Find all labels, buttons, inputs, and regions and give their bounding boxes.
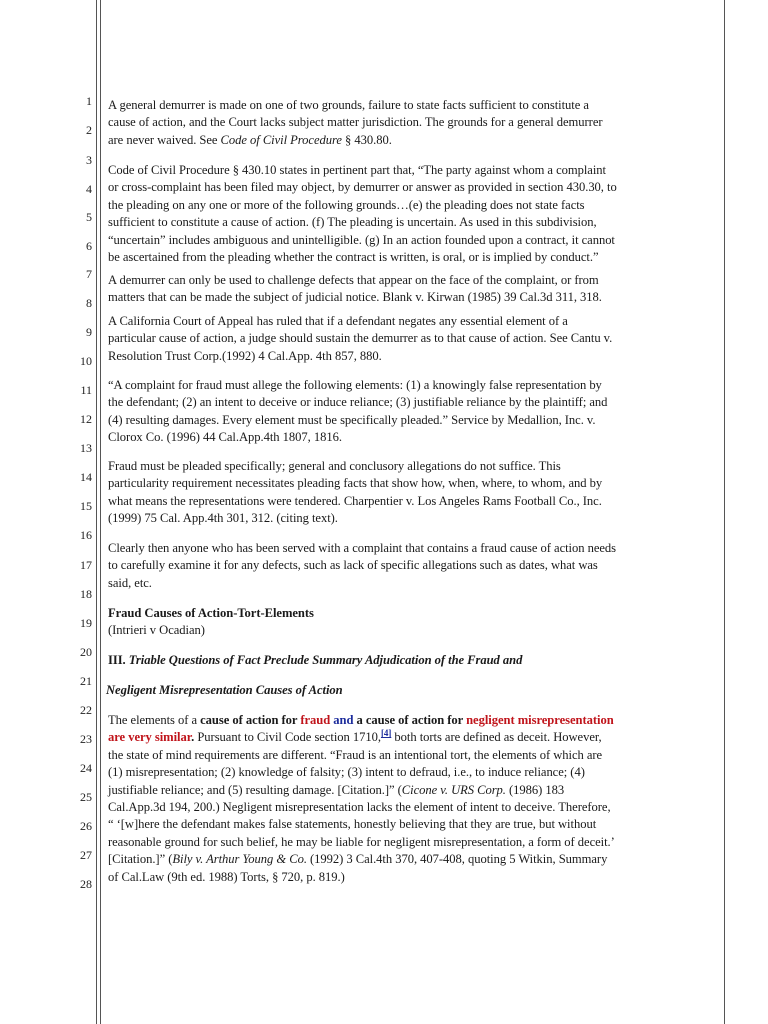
text-line — [108, 712, 724, 729]
paragraph-general-demurrer — [108, 97, 724, 149]
section-heading-continued: Negligent Misrepresentation Causes of Action — [106, 683, 343, 697]
line-number: 13 — [80, 441, 92, 455]
text-line — [108, 729, 724, 746]
line-number: 5 — [86, 210, 92, 224]
citation-code: Code of Civil Procedure — [220, 132, 342, 147]
text-line: particularity requirement necessitates pleading facts that show how, when, where, to whom, and by — [108, 476, 603, 491]
line-number: 25 — [80, 790, 92, 804]
line-number: 3 — [86, 153, 92, 167]
paragraph-examine-complaint — [108, 540, 724, 592]
heading-fraud-causes: Fraud Causes of Action-Tort-Elements — [108, 606, 314, 620]
text-line: the defendant; (2) an intent to deceive or induce reliance; (3) justifiable reliance by the plaintiff; and — [108, 395, 608, 410]
text-line: A demurrer can only be used to challenge defects that appear on the face of the complaint, or from — [108, 273, 599, 287]
line-number: 4 — [86, 182, 92, 196]
text-line: “A complaint for fraud must allege the following elements: (1) a knowingly false representation by — [108, 378, 602, 392]
text-line — [108, 851, 724, 868]
text-line: A general demurrer is made on one of two grounds, failure to state facts sufficient to constitute a — [108, 98, 589, 112]
line-number: 27 — [80, 848, 92, 862]
line-number: 14 — [80, 470, 92, 484]
text-line: Clearly then anyone who has been served with a complaint that contains a fraud cause of action needs — [108, 541, 617, 555]
section-heading — [108, 652, 724, 669]
line-number: 19 — [80, 616, 92, 630]
footnote-link[interactable]: [4] — [380, 728, 392, 739]
paragraph-fraud-specificity — [108, 458, 724, 528]
highlight-very-similar: are very similar — [108, 730, 192, 745]
text-line: Code of Civil Procedure § 430.10 states in pertinent part that, “The party against whom a complaint — [108, 163, 606, 177]
text-line: the pleading on any one or more of the following grounds…(e) the pleading does not state facts — [108, 197, 585, 212]
text-run: are never waived. See — [108, 132, 221, 147]
line-number: 23 — [80, 732, 92, 746]
text-line: be ascertained from the pleading whether the contract is written, is oral, or is implied by conduct.” — [108, 250, 599, 265]
text-line: Clorox Co. (1996) 44 Cal.App.4th 1807, 1816. — [108, 430, 342, 445]
highlight-fraud: fraud — [300, 713, 331, 727]
text-line: (1999) 75 Cal. App.4th 301, 312. (citing text). — [108, 511, 338, 526]
line-number: 26 — [80, 819, 92, 833]
paragraph-ccp-430-10 — [108, 162, 724, 266]
left-margin-rule — [96, 0, 97, 1024]
text-run: a cause of action for — [353, 713, 467, 727]
text-run: both torts are defined as deceit. However, — [391, 730, 602, 745]
text-line: Resolution Trust Corp.(1992) 4 Cal.App. 4th 857, 880. — [108, 348, 382, 363]
line-number: 28 — [80, 877, 92, 891]
text-line: what means the representations were tendered. Charpentier v. Los Angeles Rams Football Co., Inc. — [108, 493, 602, 508]
text-line: particular cause of action, a judge should sustain the demurrer as to that cause of action. See Cantu v. — [108, 331, 613, 346]
line-number: 20 — [80, 645, 92, 659]
line-number: 2 — [86, 123, 92, 137]
text-line — [108, 782, 724, 799]
line-number: 10 — [80, 354, 92, 368]
text-run: [Citation.]” ( — [108, 852, 173, 867]
text-line: “uncertain” includes ambiguous and unintelligible. (g) In an action founded upon a contract, it cannot — [108, 232, 615, 247]
text-line: or cross-complaint has been filed may object, by demurrer or answer as provided in section 430.30, to — [108, 180, 617, 195]
line-number: 12 — [80, 412, 92, 426]
line-number: 18 — [80, 587, 92, 601]
line-number: 16 — [80, 528, 92, 542]
text-line: A California Court of Appeal has ruled that if a defendant negates any essential element of a — [108, 314, 568, 328]
text-line: matters that can be made the subject of judicial notice. Blank v. Kirwan (1985) 39 Cal.3d 311, 318. — [108, 290, 602, 305]
left-margin-rule-double — [100, 0, 101, 1024]
line-number: 7 — [86, 267, 92, 281]
text-line: of Cal.Law (9th ed. 1988) Torts, § 720, p. 819.) — [108, 869, 345, 884]
text-line: reasonable ground for such belief, he may be liable for negligent misrepresentation, a form of deceit.’ — [108, 834, 615, 849]
line-number: 6 — [86, 239, 92, 253]
line-number: 1 — [86, 94, 92, 108]
text-line: cause of action, and the Court lacks subject matter jurisdiction. The grounds for a general demurrer — [108, 115, 603, 130]
line-number: 22 — [80, 703, 92, 717]
line-number: 24 — [80, 761, 92, 775]
highlight-and: and — [330, 713, 354, 727]
paragraph-court-of-appeal — [108, 313, 724, 365]
line-number: 11 — [80, 383, 92, 397]
text-run: (1986) 183 — [505, 782, 565, 797]
citation-case: Bily v. Arthur Young & Co. — [172, 852, 307, 867]
text-run: The elements of a — [108, 713, 201, 727]
text-line: sufficient to constitute a cause of action. (f) The pleading is uncertain. As used in this subdivision, — [108, 215, 597, 230]
citation-case: Cicone v. URS Corp. — [401, 782, 506, 797]
text-run: § 430.80. — [341, 132, 392, 147]
text-line: Fraud must be pleaded specifically; general and conclusory allegations do not suffice. This — [108, 459, 561, 473]
text-line: Cal.App.3d 194, 200.) Negligent misrepresentation lacks the element of intent to deceive. Therefore, — [108, 800, 611, 815]
text-line: to carefully examine it for any defects, such as lack of specific allegations such as dates, what was — [108, 558, 598, 573]
text-line — [108, 132, 724, 149]
text-line: the state of mind requirements are different. “Fraud is an intentional tort, the elements of which are — [108, 747, 603, 762]
paragraph-demurrer-defects — [108, 272, 724, 307]
section-title: Triable Questions of Fact Preclude Summary Adjudication of the Fraud and — [128, 653, 523, 667]
section-number: III. — [108, 653, 129, 667]
text-run: (1992) 3 Cal.4th 370, 407-408, quoting 5 Witkin, Summary — [306, 852, 608, 867]
text-run: justifiable reliance; and (5) resulting damage. [Citation.]” ( — [108, 782, 402, 797]
highlight-negligent-misrepresentation: negligent misrepresentation — [466, 713, 614, 727]
text-line: (4) resulting damages. Every element must be specifically pleaded.” Service by Medallion, Inc. v. — [108, 412, 596, 427]
right-margin-rule — [724, 0, 725, 1024]
line-number: 9 — [86, 325, 92, 339]
text-line: said, etc. — [108, 575, 152, 590]
line-number: 17 — [80, 558, 92, 572]
paragraph-elements-similar — [108, 712, 724, 886]
text-line: (1) misrepresentation; (2) knowledge of falsity; (3) intent to defraud, i.e., to induce reliance; (4) — [108, 765, 585, 780]
paragraph-fraud-elements — [108, 377, 724, 447]
line-number: 21 — [80, 674, 92, 688]
line-number: 15 — [80, 499, 92, 513]
heading-subtitle: (Intrieri v Ocadian) — [108, 623, 205, 637]
line-number: 8 — [86, 296, 92, 310]
text-run: . — [191, 730, 195, 745]
text-run: Pursuant to Civil Code section 1710, — [194, 730, 381, 745]
text-run: cause of action for — [200, 713, 301, 727]
text-line: “ ‘[w]here the defendant makes false statements, honestly believing that they are true, but without — [108, 817, 597, 832]
